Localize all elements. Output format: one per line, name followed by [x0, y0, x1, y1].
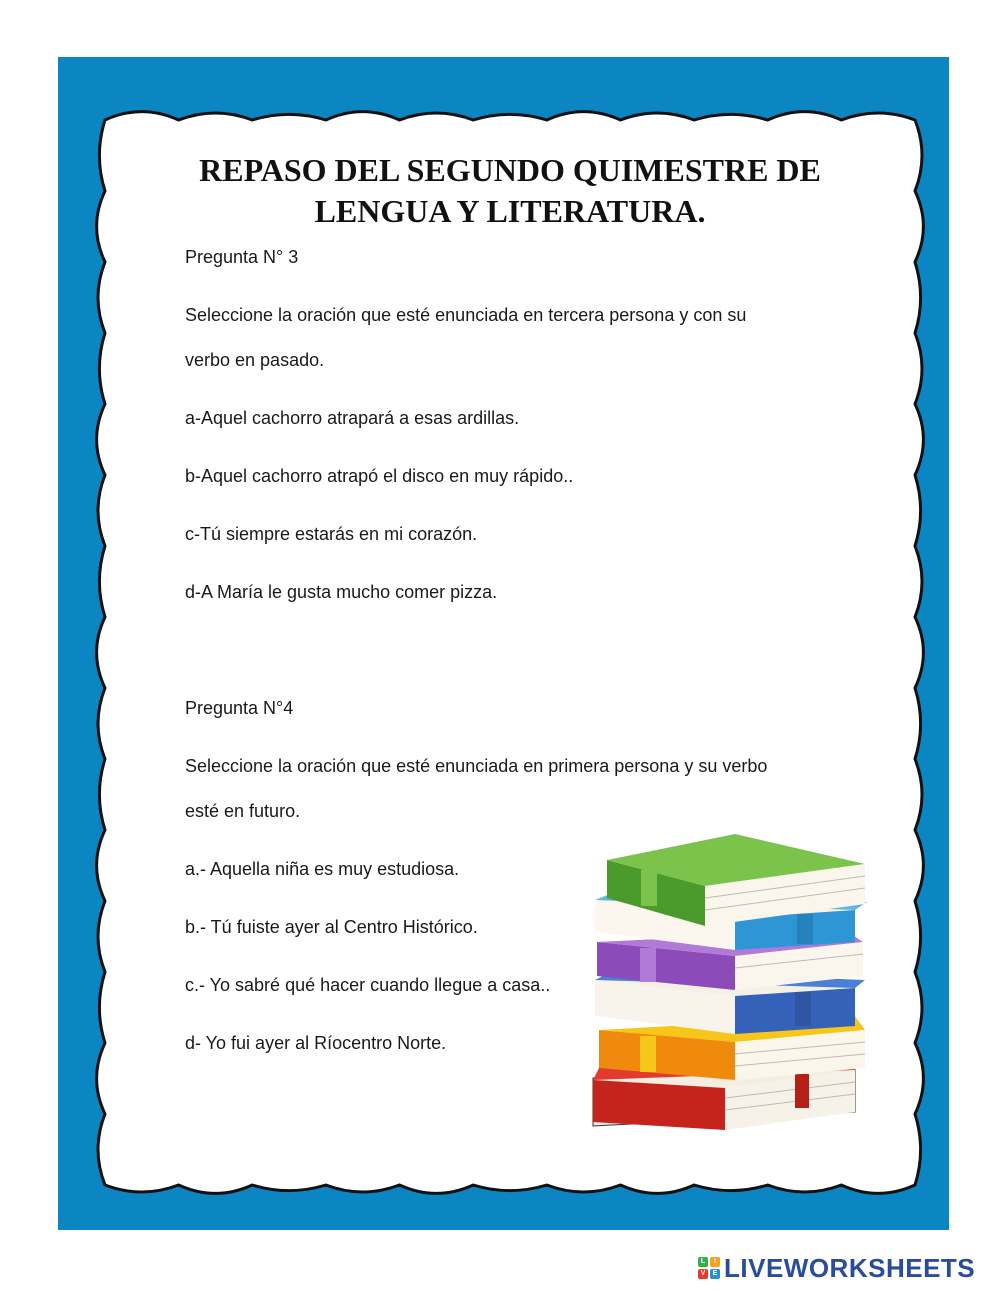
question3-label: Pregunta N° 3 — [185, 247, 299, 267]
liveworksheets-brand[interactable] — [698, 1252, 975, 1284]
question3-option-b[interactable]: b-Aquel cachorro atrapó el disco en muy rápido.. — [185, 466, 574, 486]
question4-prompt-line2: esté en futuro. — [185, 801, 301, 821]
question3-prompt-line1: Seleccione la oración que esté enunciada en tercera persona y con su — [185, 305, 747, 325]
question3-option-c[interactable]: c-Tú siempre estarás en mi corazón. — [185, 524, 478, 544]
question3-option-d[interactable]: d-A María le gusta mucho comer pizza. — [185, 582, 498, 602]
question4-option-a[interactable]: a.- Aquella niña es muy estudiosa. — [185, 859, 460, 879]
books-icon — [585, 830, 875, 1140]
question4-option-c[interactable]: c.- Yo sabré qué hacer cuando llegue a casa.. — [185, 975, 551, 995]
question4-option-b[interactable]: b.- Tú fuiste ayer al Centro Histórico. — [185, 917, 478, 937]
question4-option-d[interactable]: d- Yo fui ayer al Ríocentro Norte. — [185, 1033, 447, 1053]
question4-label: Pregunta N°4 — [185, 698, 294, 718]
question4-prompt-line1: Seleccione la oración que esté enunciada en primera persona y su verbo — [185, 756, 768, 776]
liveworksheets-logo-icon: L I V E — [698, 1257, 720, 1279]
worksheet-title-line2: LENGUA Y LITERATURA. — [314, 193, 706, 229]
worksheet-title-line1: REPASO DEL SEGUNDO QUIMESTRE DE — [199, 152, 821, 188]
question3-prompt-line2: verbo en pasado. — [185, 350, 325, 370]
brand-name: LIVEWORKSHEETS — [724, 1252, 976, 1283]
question3-option-a[interactable]: a-Aquel cachorro atrapará a esas ardillas. — [185, 408, 520, 428]
